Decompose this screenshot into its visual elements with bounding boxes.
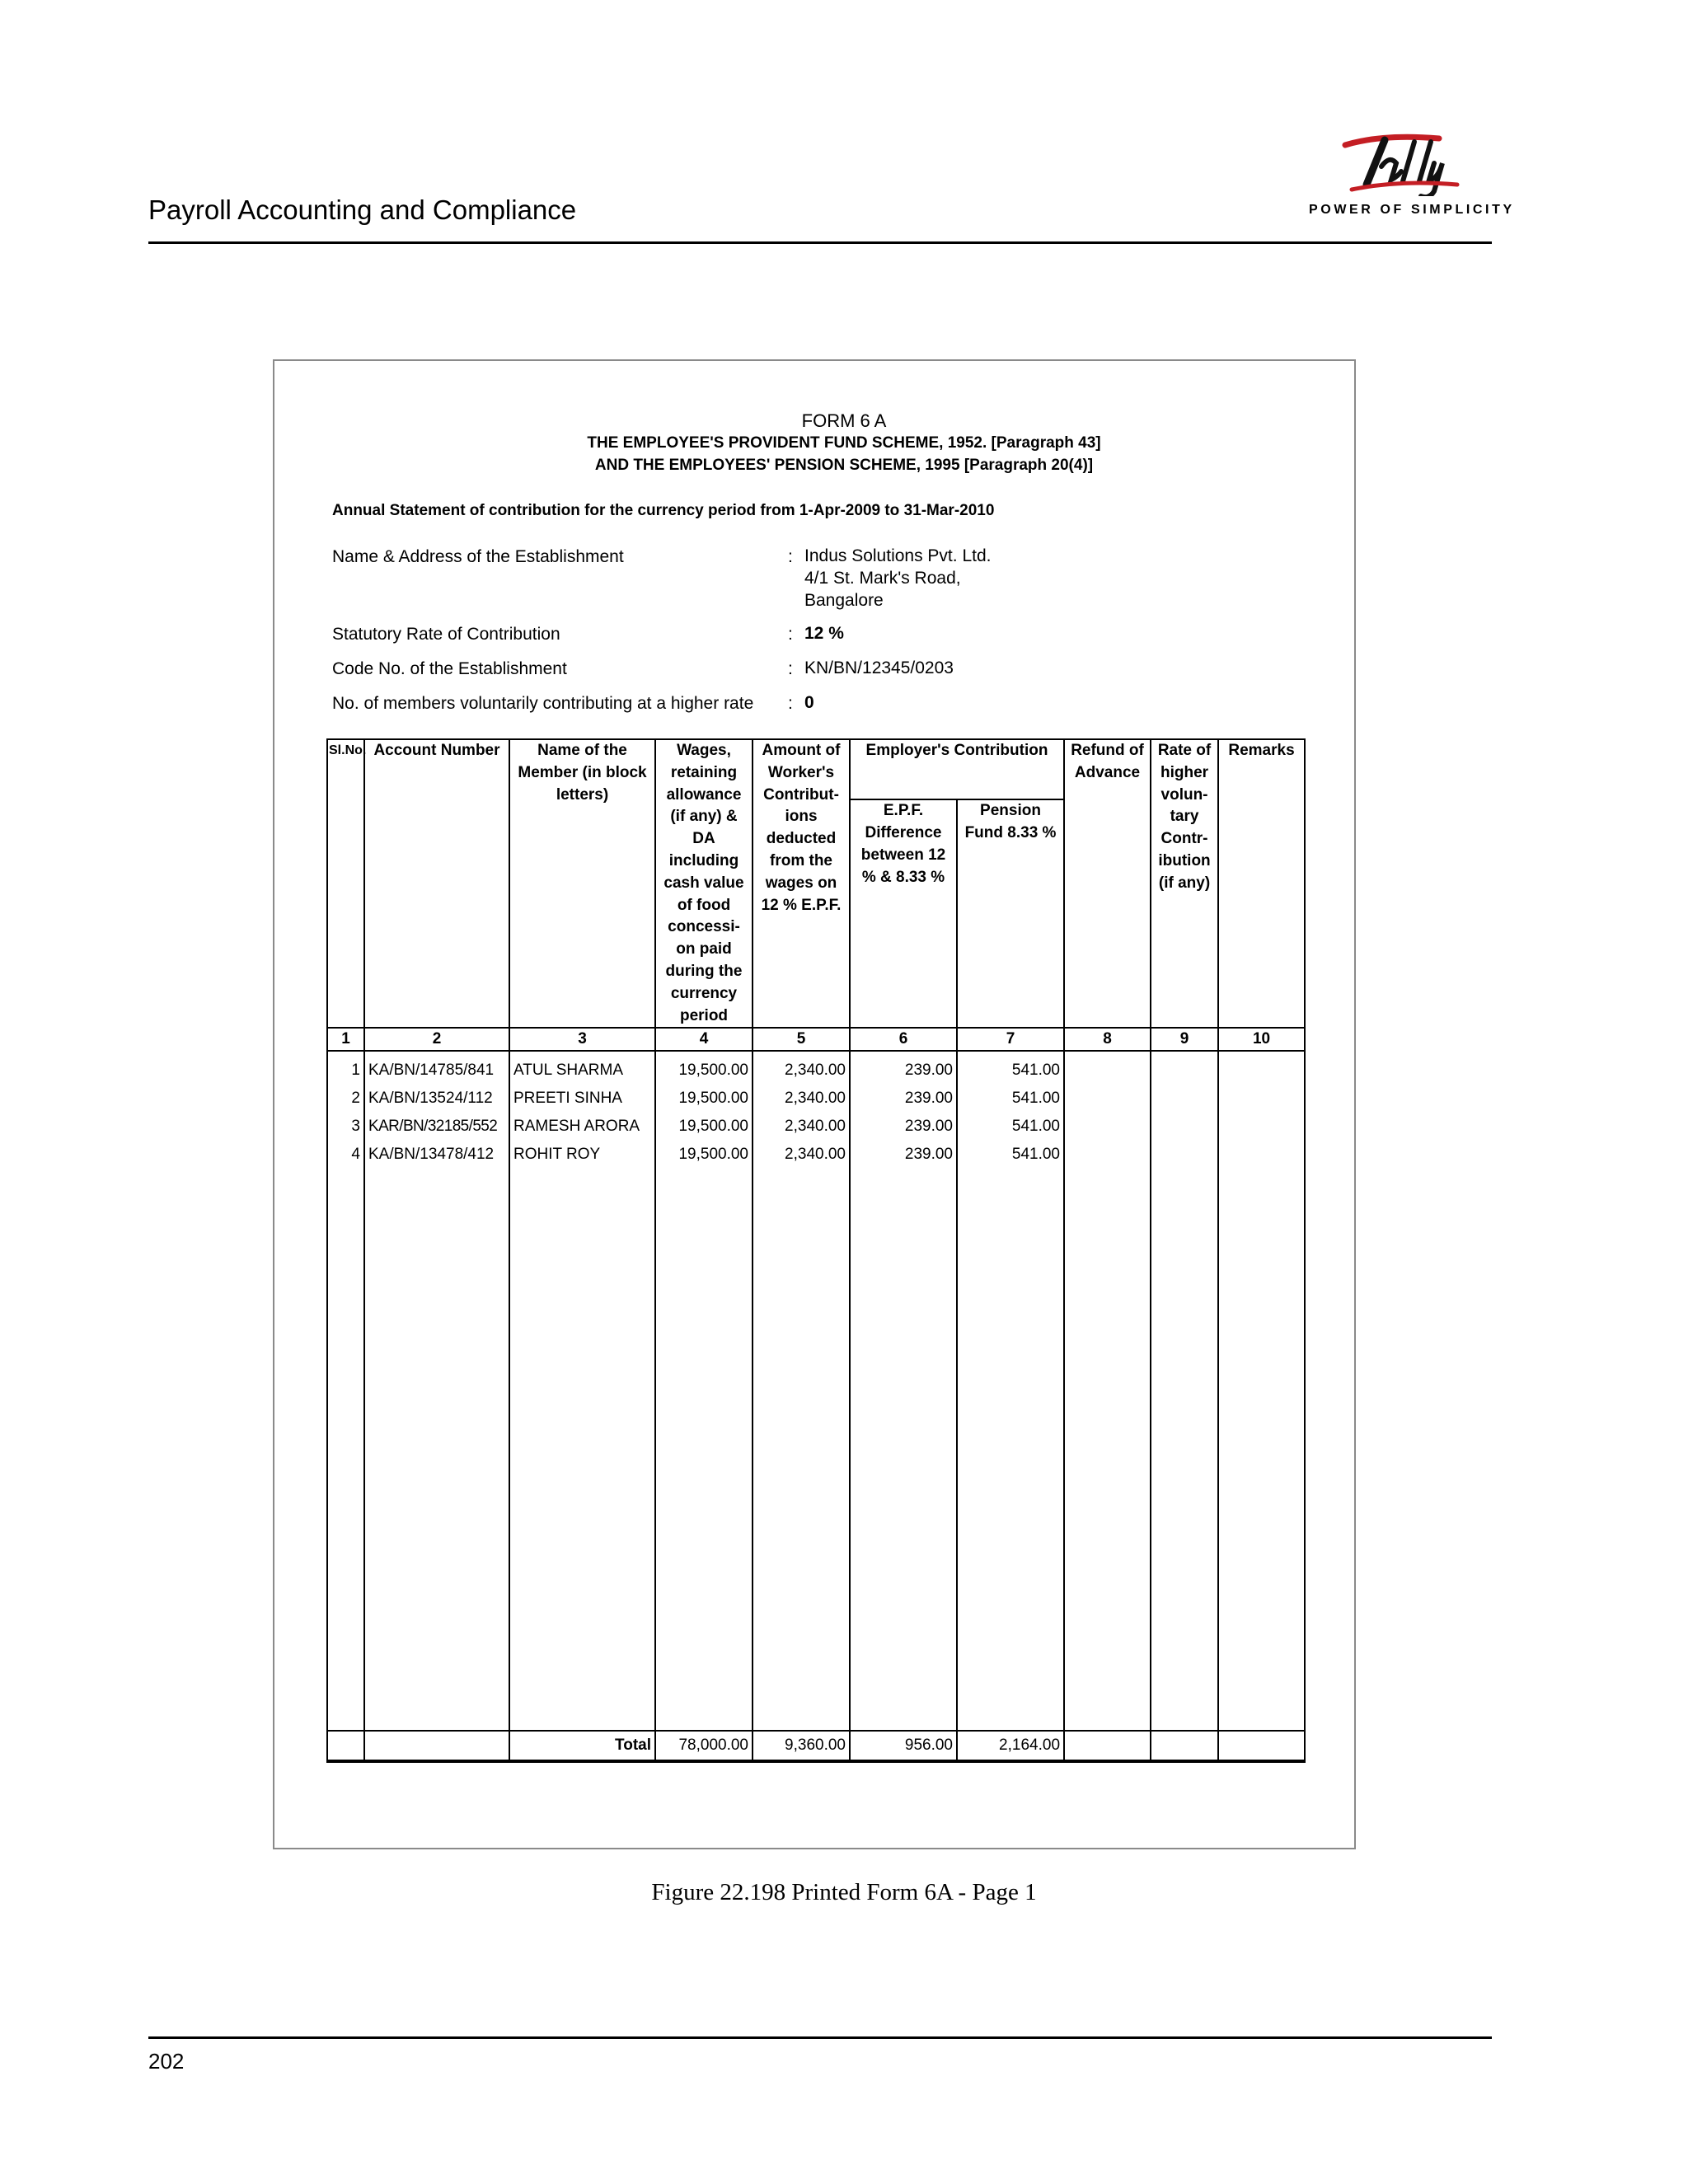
header-refund: Refund of Advance [1064, 739, 1151, 1028]
colon: : [788, 547, 793, 566]
header-member-name: Name of the Member (in block letters) [509, 739, 655, 1028]
cell-remarks [1218, 1085, 1305, 1113]
cell-sl: 2 [327, 1085, 364, 1113]
figure-caption: Figure 22.198 Printed Form 6A - Page 1 [651, 1879, 1037, 1905]
field-value-rate: 12 % [804, 624, 844, 643]
table-total-row [327, 1731, 1305, 1761]
contribution-table [326, 738, 1306, 1763]
cell-wages: 19,500.00 [655, 1085, 753, 1113]
cell-pension: 541.00 [957, 1051, 1064, 1085]
column-number-row [327, 1028, 1305, 1051]
cell-member-name: ATUL SHARMA [509, 1051, 655, 1085]
total-label: Total [509, 1731, 655, 1761]
header-rule [148, 241, 1492, 244]
tally-logo [1301, 130, 1515, 225]
header-remarks: Remarks [1218, 739, 1305, 1028]
header-epf-difference: E.P.F. Difference between 12 % & 8.33 % [850, 799, 957, 1028]
cell-refund [1064, 1051, 1151, 1085]
cell-worker: 2,340.00 [753, 1141, 850, 1169]
footer-rule [148, 2036, 1492, 2039]
statement-period: Annual Statement of contribution for the currency period from 1-Apr-2009 to 31-Mar-2010 [332, 502, 995, 519]
cell-epf: 239.00 [850, 1113, 957, 1141]
cell-account: KA/BN/13478/412 [364, 1141, 509, 1169]
form-title: FORM 6 A [801, 410, 887, 431]
cell-member-name: PREETI SINHA [509, 1085, 655, 1113]
cell-member-name: ROHIT ROY [509, 1141, 655, 1169]
cell-pension: 541.00 [957, 1085, 1064, 1113]
field-value-code: KN/BN/12345/0203 [804, 658, 954, 677]
form-subtitle-1: THE EMPLOYEE'S PROVIDENT FUND SCHEME, 1952. [Paragraph 43] [587, 434, 1101, 452]
table-row [327, 1113, 1305, 1141]
column-number: 4 [655, 1028, 753, 1051]
cell-wages: 19,500.00 [655, 1113, 753, 1141]
field-label-higher-rate: No. of members voluntarily contributing at a higher rate [332, 694, 754, 713]
column-number: 1 [327, 1028, 364, 1051]
column-number: 2 [364, 1028, 509, 1051]
table-blank-space [327, 1169, 1305, 1731]
page-header-title: Payroll Accounting and Compliance [148, 194, 577, 225]
cell-rate [1151, 1051, 1218, 1085]
cell-worker: 2,340.00 [753, 1051, 850, 1085]
cell-remarks [1218, 1051, 1305, 1085]
column-number: 3 [509, 1028, 655, 1051]
column-number: 6 [850, 1028, 957, 1051]
address-line: Bangalore [804, 591, 884, 610]
colon: : [788, 659, 793, 678]
tally-logo-icon [1334, 130, 1465, 196]
cell-refund [1064, 1113, 1151, 1141]
cell-refund [1064, 1141, 1151, 1169]
cell-account: KA/BN/14785/841 [364, 1051, 509, 1085]
cell-remarks [1218, 1141, 1305, 1169]
total-worker: 9,360.00 [753, 1731, 850, 1761]
header-worker-contribution: Amount of Worker's Contribut-ions deducted from the wages on 12 % E.P.F. [753, 739, 850, 1028]
cell-pension: 541.00 [957, 1113, 1064, 1141]
form-subtitle-2: AND THE EMPLOYEES' PENSION SCHEME, 1995 [Paragraph 20(4)] [594, 457, 1094, 474]
cell-epf: 239.00 [850, 1141, 957, 1169]
header-sl: Sl.No. [327, 739, 364, 1028]
cell-worker: 2,340.00 [753, 1113, 850, 1141]
header-account-number: Account Number [364, 739, 509, 1028]
address-line: 4/1 St. Mark's Road, [804, 569, 961, 588]
total-wages: 78,000.00 [655, 1731, 753, 1761]
total-epf: 956.00 [850, 1731, 957, 1761]
address-line: Indus Solutions Pvt. Ltd. [804, 546, 992, 565]
colon: : [788, 694, 793, 713]
cell-pension: 541.00 [957, 1141, 1064, 1169]
field-label-establishment: Name & Address of the Establishment [332, 547, 624, 566]
column-number: 10 [1218, 1028, 1305, 1051]
header-wages: Wages, retaining allowance (if any) & DA including cash value of food concessi-on paid during the currency period [655, 739, 753, 1028]
table-row [327, 1141, 1305, 1169]
table-header-row [327, 739, 1305, 799]
header-employer-contribution: Employer's Contribution [850, 739, 1064, 799]
cell-wages: 19,500.00 [655, 1051, 753, 1085]
field-label-rate: Statutory Rate of Contribution [332, 625, 560, 644]
cell-refund [1064, 1085, 1151, 1113]
tally-tagline: POWER OF SIMPLICITY [1309, 203, 1515, 217]
column-number: 9 [1151, 1028, 1218, 1051]
total-pension: 2,164.00 [957, 1731, 1064, 1761]
cell-rate [1151, 1113, 1218, 1141]
header-higher-rate: Rate of higher volun-tary Contr-ibution (if any) [1151, 739, 1218, 1028]
cell-account: KAR/BN/32185/552 [364, 1113, 509, 1141]
cell-wages: 19,500.00 [655, 1141, 753, 1169]
cell-remarks [1218, 1113, 1305, 1141]
cell-epf: 239.00 [850, 1051, 957, 1085]
field-value-higher-rate: 0 [804, 693, 814, 712]
cell-sl: 4 [327, 1141, 364, 1169]
cell-member-name: RAMESH ARORA [509, 1113, 655, 1141]
colon: : [788, 625, 793, 644]
column-number: 5 [753, 1028, 850, 1051]
page-number: 202 [148, 2049, 185, 2074]
cell-sl: 3 [327, 1113, 364, 1141]
column-number: 7 [957, 1028, 1064, 1051]
field-label-code: Code No. of the Establishment [332, 659, 567, 678]
field-value-establishment [804, 545, 991, 612]
table-row [327, 1051, 1305, 1085]
cell-epf: 239.00 [850, 1085, 957, 1113]
cell-worker: 2,340.00 [753, 1085, 850, 1113]
header-pension-fund: Pension Fund 8.33 % [957, 799, 1064, 1028]
cell-sl: 1 [327, 1051, 364, 1085]
cell-account: KA/BN/13524/112 [364, 1085, 509, 1113]
cell-rate [1151, 1141, 1218, 1169]
table-row [327, 1085, 1305, 1113]
column-number: 8 [1064, 1028, 1151, 1051]
cell-rate [1151, 1085, 1218, 1113]
